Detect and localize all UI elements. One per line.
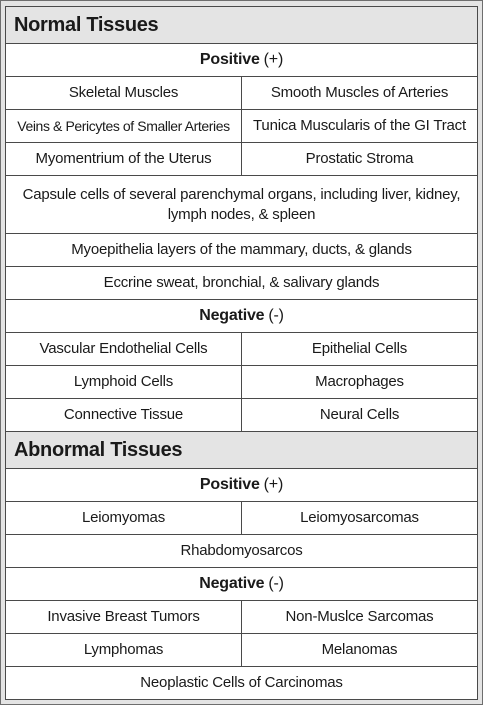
table-cell: Non-Muslce Sarcomas	[241, 601, 477, 633]
subheader-negative	[6, 568, 477, 600]
subheader-sign: (-)	[268, 575, 284, 592]
table-cell: Vascular Endothelial Cells	[39, 340, 208, 357]
subheader-sign: (+)	[263, 476, 284, 493]
table-row	[6, 535, 477, 568]
table-cell: Invasive Breast Tumors	[47, 608, 200, 625]
table-cell: Skeletal Muscles	[68, 84, 179, 101]
table-cell: Neoplastic Cells of Carcinomas	[140, 674, 343, 691]
section-title-abnormal: Abnormal Tissues	[6, 432, 477, 469]
table-cell: Prostatic Stroma	[241, 143, 477, 175]
table-row	[6, 267, 477, 300]
table-row	[6, 234, 477, 267]
table-cell: Neural Cells	[241, 399, 477, 431]
table-cell: Tunica Muscularis of the GI Tract	[241, 110, 477, 142]
table-row	[6, 333, 477, 366]
subheader-sign: (-)	[268, 307, 284, 324]
table-cell: Eccrine sweat, bronchial, & salivary glands	[103, 274, 380, 291]
tissue-table	[5, 6, 478, 700]
table-row	[6, 366, 477, 399]
table-row	[6, 110, 477, 143]
table-cell: Leiomyosarcomas	[241, 502, 477, 534]
subheader-row-positive	[6, 469, 477, 502]
table-cell: Capsule cells of several parenchymal organs, including liver, kidney, lymph nodes, & spleen	[22, 185, 461, 223]
table-row	[6, 143, 477, 176]
subheader-row-negative	[6, 568, 477, 601]
section-title-normal: Normal Tissues	[6, 7, 477, 44]
table-cell: Leiomyomas	[81, 509, 166, 526]
subheader-label: Positive	[199, 51, 260, 68]
table-cell: Myomentrium of the Uterus	[35, 150, 212, 167]
table-row	[6, 176, 477, 234]
table-cell: Melanomas	[241, 634, 477, 666]
subheader-label: Negative	[199, 307, 265, 324]
table-row	[6, 634, 477, 667]
table-cell: Rhabdomyosarcos	[180, 542, 303, 559]
subheader-positive	[6, 44, 477, 76]
table-cell: Lymphomas	[83, 641, 164, 658]
subheader-positive	[6, 469, 477, 501]
table-cell: Veins & Pericytes of Smaller Arteries	[17, 118, 230, 134]
subheader-label: Negative	[199, 575, 265, 592]
table-cell: Macrophages	[241, 366, 477, 398]
subheader-row-negative	[6, 300, 477, 333]
subheader-label: Positive	[199, 476, 260, 493]
table-row	[6, 502, 477, 535]
table-row	[6, 601, 477, 634]
table-cell: Myoepithelia layers of the mammary, ducts, & glands	[71, 241, 412, 258]
subheader-negative	[6, 300, 477, 332]
subheader-row-positive	[6, 44, 477, 77]
table-row	[6, 77, 477, 110]
table-cell: Lymphoid Cells	[73, 373, 174, 390]
table-cell: Epithelial Cells	[241, 333, 477, 365]
subheader-sign: (+)	[263, 51, 284, 68]
table-row	[6, 667, 477, 699]
table-row	[6, 399, 477, 432]
table-cell: Smooth Muscles of Arteries	[241, 77, 477, 109]
table-cell: Connective Tissue	[63, 406, 184, 423]
